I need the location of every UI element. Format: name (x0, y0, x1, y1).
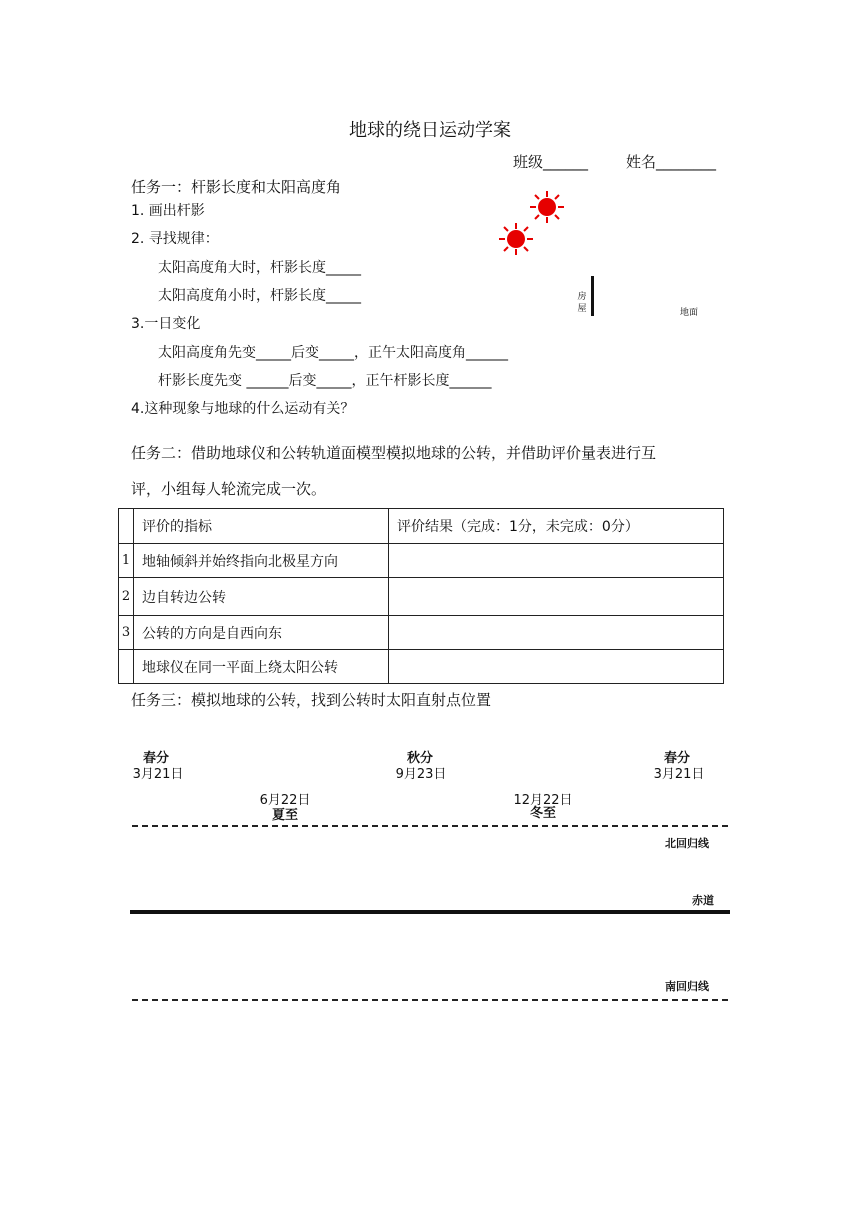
autumn-equinox-date: 9月23日 (395, 767, 447, 782)
table-row (119, 650, 724, 684)
row-result[interactable] (389, 578, 724, 616)
winter-solstice-name: 冬至 (529, 806, 556, 821)
row-result[interactable] (389, 544, 724, 578)
spring-equinox-name: 春分 (663, 751, 690, 766)
table-header-row (119, 509, 724, 544)
ground-label: 地面 (680, 308, 699, 318)
task1-item4: 4.这种现象与地球的什么运动有关？ (131, 401, 355, 417)
task1-rule-big: 太阳高度角大时，杆影长度_____ (158, 260, 361, 276)
page-title: 地球的绕日运动学案 (349, 120, 511, 141)
spring-equinox-date: 3月21日 (132, 767, 184, 782)
task1-change1: 太阳高度角先变_____后变_____，正午太阳高度角______ (158, 345, 508, 361)
row-number: 3 (119, 616, 134, 650)
table-cell (119, 509, 134, 544)
row-number: 2 (119, 578, 134, 616)
column-header-result: 评价结果（完成：1分，未完成：0分） (389, 509, 724, 544)
sun-icon (528, 190, 566, 224)
equator-line (130, 910, 730, 914)
row-number: 1 (119, 544, 134, 578)
sun-icon (497, 222, 535, 256)
task2-heading-line2: 评，小组每人轮流完成一次。 (131, 480, 327, 498)
tropic-of-cancer-label: 北回归线 (665, 837, 709, 850)
name-label: 姓名________ (626, 153, 717, 171)
row-result[interactable] (389, 616, 724, 650)
table-row (119, 578, 724, 616)
row-indicator: 公转的方向是自西向东 (134, 616, 389, 650)
row-number (119, 650, 134, 684)
house-label: 房屋 (577, 292, 587, 314)
task1-rule-small: 太阳高度角小时，杆影长度_____ (158, 288, 361, 304)
row-indicator: 边自转边公转 (134, 578, 389, 616)
equator-label: 赤道 (692, 894, 714, 907)
tropic-of-capricorn-label: 南回归线 (665, 980, 709, 993)
column-header-indicator: 评价的指标 (134, 509, 389, 544)
summer-solstice-date: 6月22日 (259, 793, 311, 808)
tropic-of-capricorn-line (132, 999, 728, 1001)
table-row (119, 544, 724, 578)
row-indicator: 地球仪在同一平面上绕太阳公转 (134, 650, 389, 684)
class-label: 班级______ (513, 153, 589, 171)
autumn-equinox-name: 秋分 (406, 751, 433, 766)
task3-heading: 任务三：模拟地球的公转，找到公转时太阳直射点位置 (131, 691, 492, 709)
tropic-of-cancer-line (132, 825, 728, 827)
task2-heading-line1: 任务二：借助地球仪和公转轨道面模型模拟地球的公转，并借助评价量表进行互 (131, 444, 657, 462)
task1-item3: 3.一日变化 (131, 316, 201, 332)
task1-item2: 2. 寻找规律： (131, 231, 219, 247)
evaluation-table (118, 508, 724, 684)
task1-item1: 1. 画出杆影 (131, 203, 205, 219)
row-indicator: 地轴倾斜并始终指向北极星方向 (134, 544, 389, 578)
task1-change2: 杆影长度先变 ______后变_____，正午杆影长度______ (158, 373, 492, 389)
task1-heading: 任务一：杆影长度和太阳高度角 (131, 178, 342, 196)
row-result[interactable] (389, 650, 724, 684)
pole (591, 276, 594, 316)
summer-solstice-name: 夏至 (271, 808, 298, 823)
spring-equinox-name: 春分 (142, 751, 169, 766)
table-row (119, 616, 724, 650)
winter-solstice-date: 12月22日 (513, 793, 573, 808)
spring-equinox-date: 3月21日 (653, 767, 705, 782)
